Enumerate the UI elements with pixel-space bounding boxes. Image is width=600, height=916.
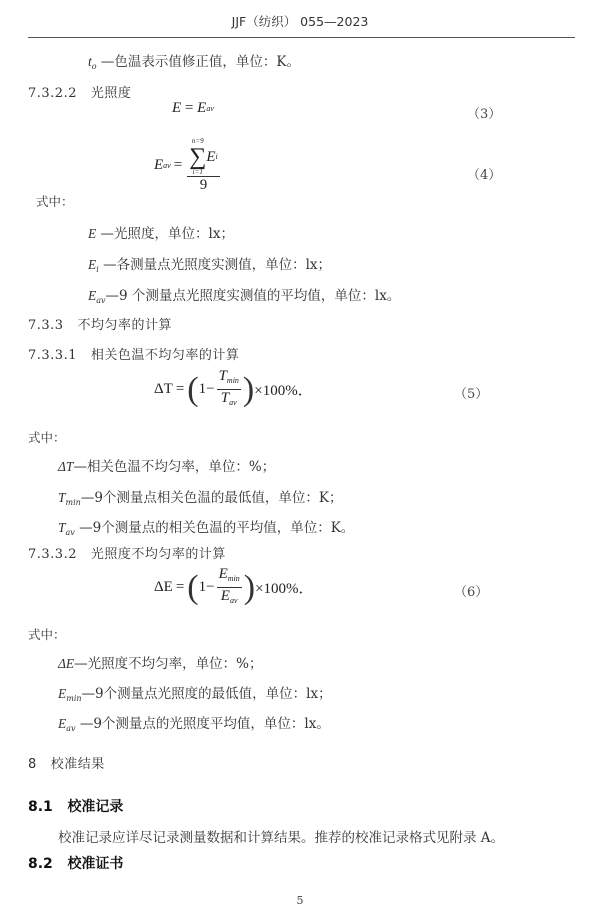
definition-deltaE	[58, 652, 263, 673]
symbol-sub: o	[91, 62, 97, 71]
left-paren: (	[187, 370, 199, 408]
section-heading-8	[28, 753, 105, 772]
section-title: 光照度不均匀率的计算	[90, 547, 226, 562]
symbol: E	[58, 686, 67, 701]
symbol: E	[88, 288, 97, 303]
symbol-sub: min	[65, 498, 81, 507]
symbol-sub: av	[96, 296, 106, 305]
section-heading-7-3-3-1	[28, 344, 239, 363]
section-8-1-body: 校准记录应详尽记录测量数据和计算结果。推荐的校准记录格式见附录 A。	[58, 830, 505, 846]
right-paren: )	[243, 568, 256, 606]
symbol-sub: av	[66, 724, 76, 733]
denominator: 9	[199, 177, 208, 193]
summation	[189, 138, 206, 176]
section-heading-7-3-3	[28, 314, 172, 333]
section-title: 不均匀率的计算	[77, 318, 172, 333]
definition-Tav	[58, 516, 354, 537]
section-heading-8-1	[28, 796, 123, 816]
page-number: 5	[296, 894, 304, 907]
eq-rhs: E	[197, 100, 207, 116]
numerator	[187, 138, 220, 177]
definition-text: —各测量点光照度实测值，单位：lx；	[98, 257, 332, 273]
num-symbol: E	[218, 566, 228, 582]
fraction	[217, 566, 242, 609]
eq-tail: ×100%．	[255, 581, 314, 597]
section-number: 8.1	[28, 799, 53, 815]
definition-Eav2	[58, 712, 330, 733]
eq-op: =	[173, 157, 183, 173]
eq-tail: ×100%．	[254, 383, 313, 399]
equation-6	[154, 566, 314, 609]
header-rule	[28, 37, 575, 38]
section-title: 校准结果	[50, 757, 105, 772]
num-sub: min	[226, 376, 239, 385]
section-title: 相关色温不均匀率的计算	[90, 348, 240, 363]
section-heading-7-3-3-2	[28, 543, 226, 562]
definition-text: —9个测量点相关色温的最低值，单位：K；	[80, 490, 343, 506]
definition-deltaT	[58, 455, 275, 476]
eq-op: =	[175, 579, 185, 595]
symbol-sub: i	[96, 265, 99, 274]
equation-4	[154, 138, 222, 193]
symbol: ΔE	[58, 656, 75, 671]
den-symbol: T	[220, 390, 230, 406]
where-label: 式中：	[36, 194, 74, 209]
section-title: 校准记录	[67, 799, 124, 815]
section-number: 7.3.3	[28, 318, 64, 333]
left-paren: (	[187, 568, 199, 606]
denominator	[219, 588, 240, 609]
definition-E	[88, 222, 234, 243]
equation-number-6: （6）	[454, 585, 489, 600]
num-symbol: T	[218, 368, 227, 384]
den-symbol: E	[220, 588, 230, 604]
sum-term: E	[206, 149, 216, 165]
section-heading-7-3-2-2	[28, 82, 131, 101]
definition-t0	[88, 50, 300, 71]
symbol: T	[58, 490, 66, 505]
definition-Emin	[58, 682, 332, 703]
equation-5	[154, 368, 313, 411]
section-number: 8	[28, 757, 37, 772]
section-title: 校准证书	[67, 856, 124, 872]
eq-op: =	[184, 100, 194, 116]
section-number: 7.3.3.2	[28, 547, 77, 562]
fraction	[217, 368, 241, 411]
numerator	[217, 368, 241, 390]
definition-text: —相关色温不均匀率，单位：%；	[73, 459, 276, 475]
den-sub: av	[229, 398, 237, 407]
sum-upper: n=9	[191, 137, 204, 145]
equation-number-5: （5）	[454, 387, 489, 402]
where-label: 式中：	[28, 430, 66, 445]
section-title: 光照度	[90, 86, 132, 101]
symbol-sub: av	[65, 528, 75, 537]
sum-term-sub: i	[215, 152, 218, 161]
eq-lhs: ΔT	[154, 381, 173, 397]
eq-op: =	[175, 381, 185, 397]
eq-one-minus: 1−	[198, 381, 215, 397]
sum-lower: i=1	[192, 168, 203, 176]
where-label: 式中：	[28, 627, 66, 642]
eq-lhs-sub: av	[163, 161, 171, 170]
symbol: E	[88, 257, 97, 272]
definition-text: —光照度，单位：lx；	[96, 226, 234, 242]
section-number: 7.3.3.1	[28, 348, 77, 363]
sigma-icon: ∑	[189, 144, 207, 170]
definition-text: —色温表示值修正值，单位：K。	[100, 54, 300, 70]
fraction	[187, 138, 220, 193]
page-header: JJF（纺织） 055—2023	[231, 14, 369, 29]
definition-Ei	[88, 253, 331, 274]
definition-Eav	[88, 284, 400, 305]
equation-3	[172, 100, 214, 117]
symbol: E	[58, 716, 67, 731]
eq-rhs-sub: av	[206, 104, 214, 113]
symbol: T	[58, 520, 66, 535]
denominator	[219, 390, 239, 411]
definition-Tmin	[58, 486, 343, 507]
eq-lhs: ΔE	[154, 579, 173, 595]
definition-text: —9 个测量点光照度实测值的平均值，单位：lx。	[105, 288, 401, 304]
eq-lhs: E	[154, 157, 164, 173]
symbol: t	[88, 54, 92, 69]
definition-text: —9个测量点光照度的最低值，单位：lx；	[81, 686, 332, 702]
right-paren: )	[242, 370, 255, 408]
section-number: 8.2	[28, 856, 53, 872]
section-heading-8-2	[28, 853, 123, 873]
definition-text: —9个测量点的相关色温的平均值，单位：K。	[74, 520, 355, 536]
symbol-sub: min	[66, 694, 82, 703]
num-sub: min	[227, 574, 240, 583]
eq-one-minus: 1−	[198, 579, 215, 595]
definition-text: —9个测量点的光照度平均值，单位：lx。	[75, 716, 330, 732]
definition-text: —光照度不均匀率，单位：%；	[74, 656, 263, 672]
symbol: ΔT	[58, 459, 74, 474]
den-sub: av	[229, 596, 238, 605]
symbol: E	[88, 226, 97, 241]
eq-lhs: E	[172, 100, 182, 116]
equation-number-3: （3）	[467, 107, 502, 122]
section-number: 7.3.2.2	[28, 86, 77, 101]
numerator	[217, 566, 242, 588]
equation-number-4: （4）	[467, 168, 502, 183]
